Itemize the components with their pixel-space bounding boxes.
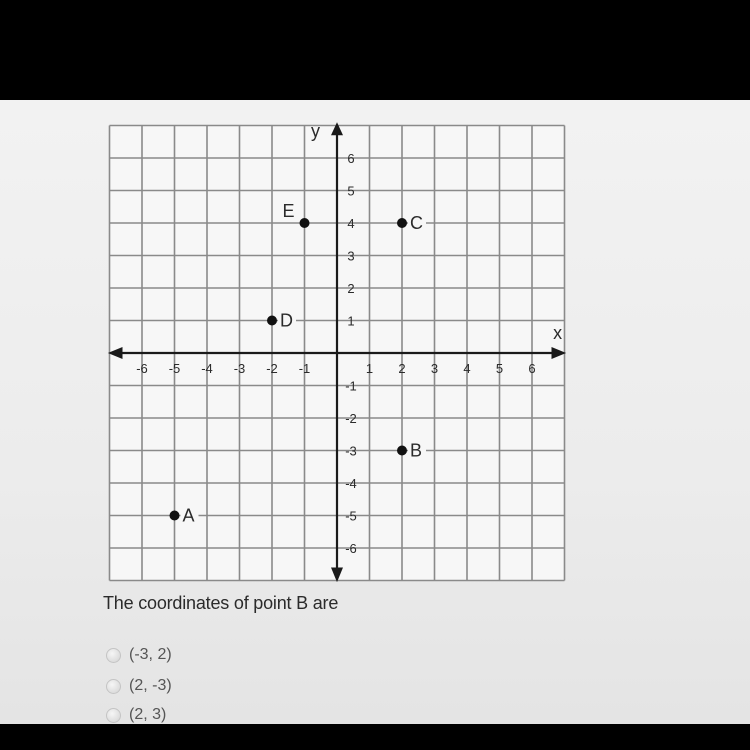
- y-tick-label: -6: [345, 541, 357, 556]
- y-tick-label: -5: [345, 508, 357, 524]
- y-axis-label: y: [311, 120, 320, 141]
- point-label-d: D: [280, 310, 293, 331]
- radio-button[interactable]: [106, 648, 121, 663]
- point-label-e: E: [282, 201, 295, 221]
- choice-option-3[interactable]: [106, 704, 166, 726]
- radio-button[interactable]: [106, 679, 121, 694]
- x-tick-label: 2: [398, 361, 406, 376]
- y-tick-label: -3: [345, 443, 357, 459]
- y-tick-label: 2: [347, 281, 355, 296]
- point-e: [300, 218, 310, 228]
- y-tick-label: 3: [347, 248, 355, 264]
- choice-label: (2, -3): [129, 677, 172, 694]
- x-tick-label: 1: [365, 361, 374, 376]
- question-text: The coordinates of point B are: [103, 593, 339, 613]
- choice-label: (-3, 2): [129, 646, 172, 663]
- x-tick-label: -1: [298, 361, 311, 376]
- point-label-a: A: [182, 505, 195, 526]
- y-tick-label: 5: [347, 183, 355, 199]
- y-tick-label: -2: [345, 411, 357, 426]
- point-label-b: B: [410, 440, 423, 461]
- x-tick-label: -4: [201, 361, 213, 376]
- bottom-black-bar: [0, 724, 750, 750]
- y-tick-label: -1: [345, 378, 357, 394]
- x-tick-label: 3: [430, 361, 439, 376]
- point-a: [170, 511, 180, 521]
- x-tick-label: -6: [136, 361, 148, 376]
- y-tick-label: 4: [347, 216, 355, 231]
- x-tick-label: -5: [168, 361, 181, 376]
- x-axis-label: x: [553, 323, 563, 343]
- y-tick-label: -4: [345, 476, 357, 491]
- point-label-c: C: [410, 213, 423, 233]
- radio-button[interactable]: [106, 708, 121, 723]
- point-c: [397, 218, 407, 228]
- x-tick-label: -3: [233, 361, 246, 376]
- choice-label: (2, 3): [129, 706, 167, 723]
- y-tick-label: 1: [347, 313, 355, 329]
- x-tick-label: 5: [495, 361, 504, 376]
- choice-option-2[interactable]: [106, 675, 172, 697]
- point-d: [267, 316, 277, 326]
- choice-option-1[interactable]: [106, 644, 172, 666]
- x-tick-label: -2: [266, 361, 278, 376]
- y-tick-label: 6: [347, 151, 355, 166]
- point-b: [397, 446, 407, 456]
- x-tick-label: 4: [463, 361, 471, 376]
- x-tick-label: 6: [528, 361, 536, 376]
